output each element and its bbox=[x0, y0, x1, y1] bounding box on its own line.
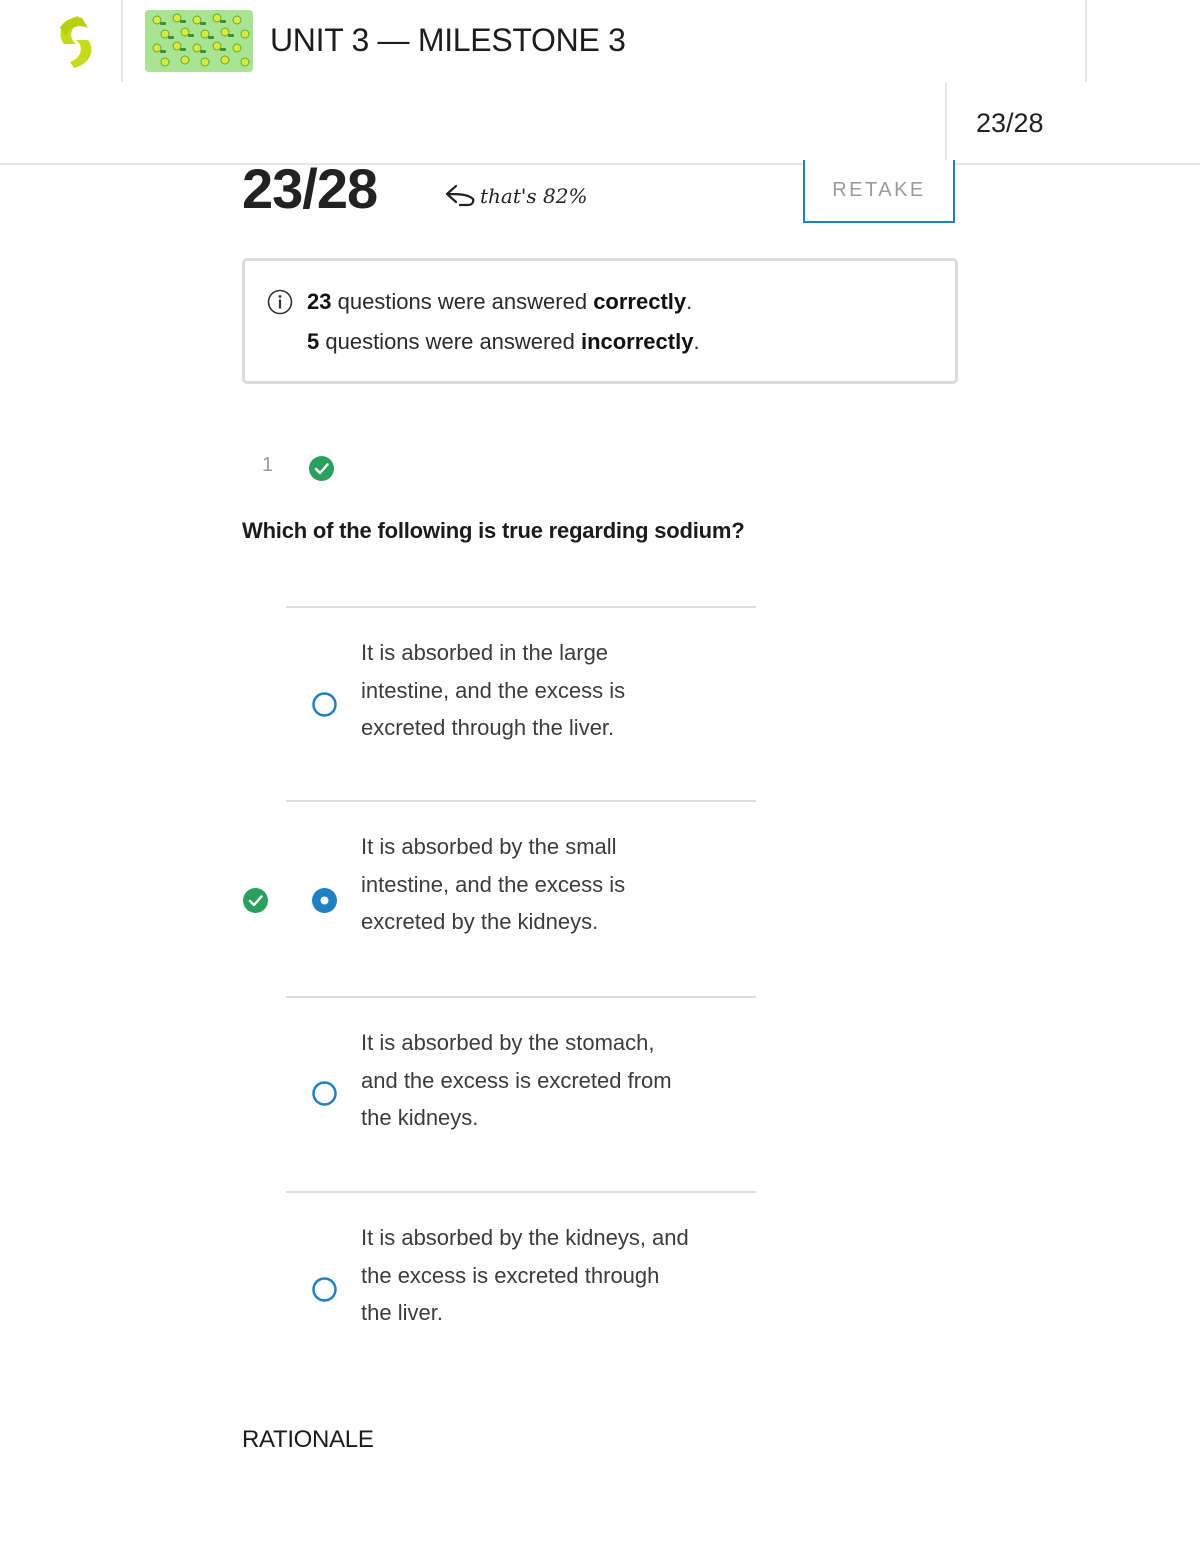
option-line: the kidneys. bbox=[361, 1105, 479, 1130]
incorrect-word: incorrectly bbox=[580, 329, 694, 354]
retake-button[interactable]: RETAKE bbox=[803, 160, 955, 223]
percent-note-text: that's 82% bbox=[480, 184, 588, 208]
option-line: excreted through the liver. bbox=[361, 715, 615, 740]
rationale-heading: RATIONALE bbox=[242, 1426, 374, 1453]
answer-option[interactable] bbox=[361, 634, 741, 747]
question-number: 1 bbox=[262, 454, 274, 476]
question-text: Which of the following is true regarding sodium? bbox=[242, 518, 745, 543]
period: . bbox=[693, 329, 700, 354]
incorrect-summary bbox=[307, 329, 700, 355]
incorrect-count: 5 bbox=[307, 329, 320, 354]
correct-answer-check-icon bbox=[242, 887, 269, 914]
option-divider bbox=[286, 996, 756, 998]
header-divider bbox=[121, 0, 123, 82]
header-divider bbox=[945, 82, 947, 164]
pattern-icon bbox=[145, 10, 253, 72]
option-line: It is absorbed by the kidneys, and bbox=[361, 1225, 689, 1250]
option-divider bbox=[286, 800, 756, 802]
score-display: 23/28 bbox=[242, 157, 378, 220]
option-line: the liver. bbox=[361, 1300, 443, 1325]
correct-word: correctly bbox=[593, 289, 687, 314]
correct-text: questions were answered bbox=[331, 289, 594, 314]
page-title: UNIT 3 — MILESTONE 3 bbox=[270, 22, 626, 58]
option-line: It is absorbed by the small bbox=[361, 834, 617, 859]
option-line: and the excess is excreted from bbox=[361, 1067, 672, 1093]
option-divider bbox=[286, 606, 756, 608]
info-icon bbox=[267, 289, 293, 315]
brand-logo-icon[interactable] bbox=[52, 14, 100, 70]
correct-count: 23 bbox=[307, 289, 332, 314]
option-line: It is absorbed by the stomach, bbox=[361, 1030, 655, 1055]
correct-summary bbox=[307, 289, 692, 315]
radio-button-selected[interactable] bbox=[311, 887, 338, 914]
answer-option[interactable] bbox=[361, 1024, 741, 1137]
option-divider bbox=[286, 1191, 756, 1193]
option-line: excreted by the kidneys. bbox=[361, 909, 599, 934]
radio-button-unselected[interactable] bbox=[311, 1276, 338, 1303]
answer-option[interactable] bbox=[361, 1219, 741, 1332]
option-line: It is absorbed in the large bbox=[361, 640, 609, 665]
curved-arrow-icon bbox=[444, 183, 476, 209]
percent-note bbox=[444, 183, 587, 209]
answer-option[interactable] bbox=[361, 828, 741, 941]
radio-button-unselected[interactable] bbox=[311, 691, 338, 718]
option-line: intestine, and the excess is bbox=[361, 871, 626, 897]
header-score: 23/28 bbox=[976, 108, 1044, 138]
option-line: intestine, and the excess is bbox=[361, 677, 626, 703]
check-circle-icon bbox=[308, 455, 335, 482]
radio-button-unselected[interactable] bbox=[311, 1080, 338, 1107]
course-thumbnail bbox=[145, 10, 253, 72]
period: . bbox=[686, 289, 693, 314]
incorrect-text: questions were answered bbox=[319, 329, 581, 354]
option-line: the excess is excreted through bbox=[361, 1262, 660, 1288]
results-summary-box bbox=[242, 258, 958, 384]
header-divider bbox=[1085, 0, 1087, 82]
header-bottom-border bbox=[0, 163, 1200, 165]
